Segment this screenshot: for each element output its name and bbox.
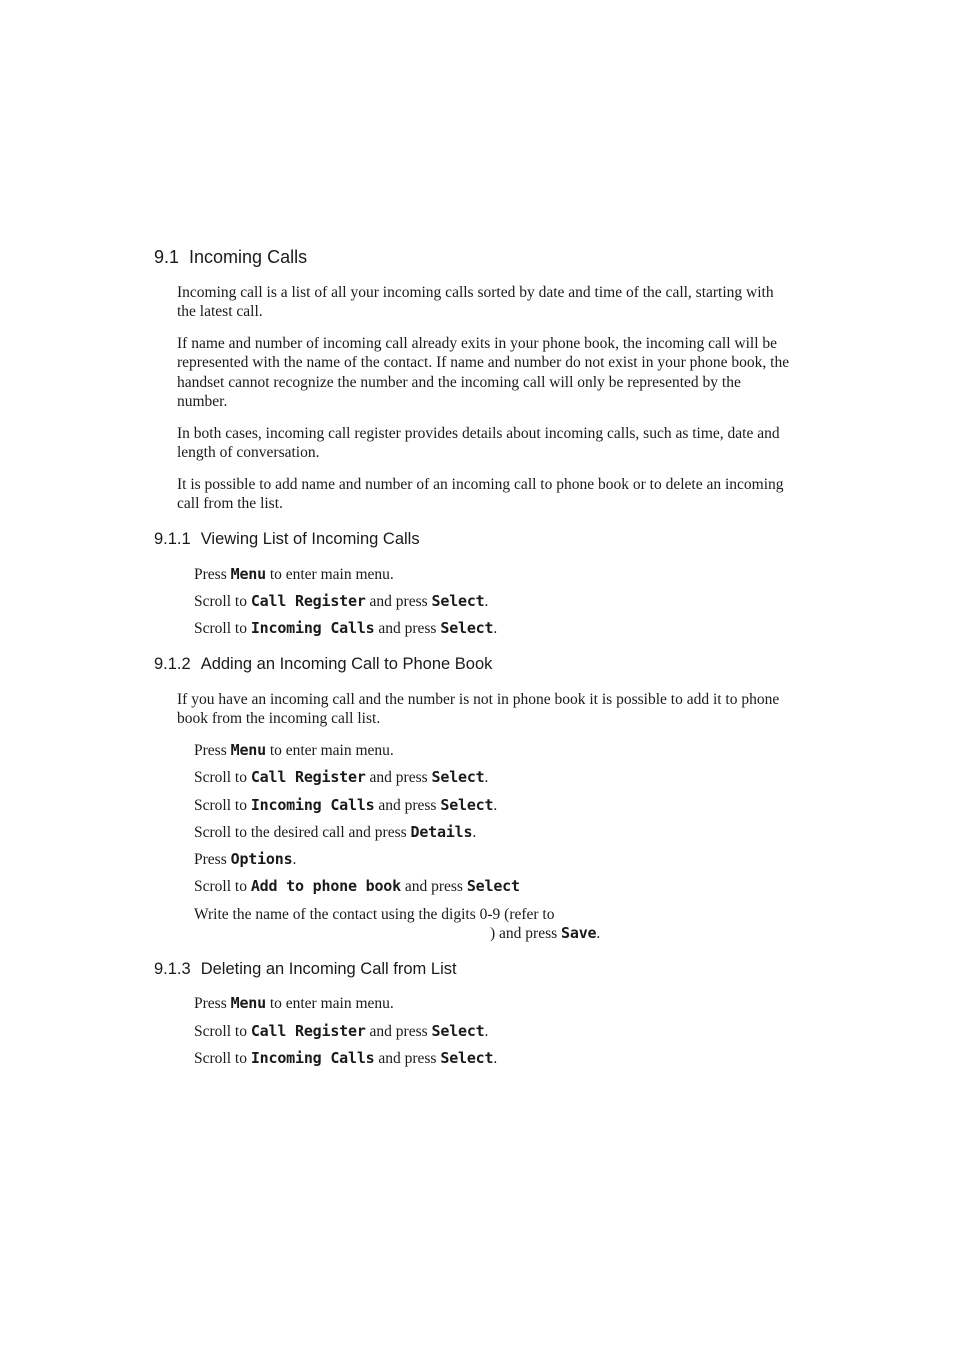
step-press-menu [194, 994, 394, 1013]
step-text: ) and press [490, 925, 562, 942]
step-text: Press [194, 566, 231, 583]
key-incoming-calls: Incoming Calls [250, 796, 375, 814]
paragraph-add-intro: If you have an incoming call and the number is not in phone book it is possible to add it to phone book from the incoming call list. [177, 691, 780, 728]
step-text: to enter main menu. [265, 742, 394, 759]
step-text: Write the name of the contact using the digits 0-9 (refer to [194, 906, 555, 923]
section-title: Incoming Calls [189, 247, 308, 267]
key-call-register: Call Register [250, 592, 366, 610]
paragraph-add-delete: It is possible to add name and number of an incoming call to phone book or to delete an incoming call from the list. [177, 476, 784, 513]
key-details: Details [410, 823, 473, 841]
step-text: and press [374, 797, 441, 814]
step-text: and press [365, 593, 432, 610]
step-text: . [493, 797, 498, 814]
section-title: Viewing List of Incoming Calls [200, 530, 420, 548]
key-select: Select [440, 619, 494, 637]
step-incoming-calls [194, 796, 497, 815]
section-number: 9.1.1 [154, 530, 191, 548]
key-menu: Menu [230, 994, 266, 1012]
key-save: Save [561, 924, 597, 942]
key-menu: Menu [230, 741, 266, 759]
section-number: 9.1.2 [154, 655, 191, 673]
key-incoming-calls: Incoming Calls [250, 619, 375, 637]
step-text: . [596, 925, 601, 942]
step-text: Scroll to [194, 1050, 251, 1067]
step-text: . [493, 620, 498, 637]
paragraph-name-number: If name and number of incoming call already exits in your phone book, the incoming call will be represented with the name of the contact. If name and number do not exist in your phone book, the handset cannot recognize the number and the incoming call will only be represented by the number. [177, 335, 790, 410]
step-text: Scroll to [194, 797, 251, 814]
key-select: Select [440, 1049, 494, 1067]
step-write-name-continued [490, 924, 600, 943]
key-menu: Menu [230, 565, 266, 583]
step-text: to enter main menu. [265, 566, 394, 583]
step-text: . [493, 1050, 498, 1067]
step-call-register [194, 768, 488, 787]
step-incoming-calls [194, 619, 497, 638]
section-title: Deleting an Incoming Call from List [200, 960, 457, 978]
step-text: . [292, 851, 297, 868]
step-text: Scroll to [194, 1023, 251, 1040]
key-incoming-calls: Incoming Calls [250, 1049, 375, 1067]
paragraph-details: In both cases, incoming call register provides details about incoming calls, such as time, date and length of conversation. [177, 425, 780, 462]
step-text: Press [194, 995, 231, 1012]
step-text: . [484, 1023, 489, 1040]
step-text: and press [374, 620, 441, 637]
step-text: and press [365, 1023, 432, 1040]
section-heading-9-1-3 [154, 960, 457, 979]
step-call-register [194, 592, 488, 611]
step-press-menu [194, 741, 394, 760]
step-text: to enter main menu. [265, 995, 394, 1012]
step-write-name [194, 905, 555, 924]
step-text: Press [194, 742, 231, 759]
key-select: Select [440, 796, 494, 814]
step-text: Scroll to the desired call and press [194, 824, 411, 841]
section-heading-9-1-1 [154, 530, 420, 549]
key-select: Select [466, 877, 520, 895]
step-text: Scroll to [194, 593, 251, 610]
step-incoming-calls [194, 1049, 497, 1068]
step-details [194, 823, 476, 842]
key-call-register: Call Register [250, 1022, 366, 1040]
step-text: . [484, 593, 489, 610]
step-text: Press [194, 851, 231, 868]
step-options [194, 850, 296, 869]
section-number: 9.1 [154, 247, 180, 267]
step-text: Scroll to [194, 878, 251, 895]
section-heading-9-1 [154, 247, 307, 268]
step-text: and press [374, 1050, 441, 1067]
step-add-to-phone-book [194, 877, 520, 896]
key-select: Select [431, 1022, 485, 1040]
step-text: Scroll to [194, 620, 251, 637]
section-title: Adding an Incoming Call to Phone Book [200, 655, 493, 673]
key-select: Select [431, 768, 485, 786]
step-text: and press [400, 878, 467, 895]
step-press-menu [194, 565, 394, 584]
paragraph-intro: Incoming call is a list of all your incoming calls sorted by date and time of the call, starting with the latest call. [177, 284, 774, 321]
key-options: Options [230, 850, 293, 868]
step-text: and press [365, 769, 432, 786]
section-number: 9.1.3 [154, 960, 191, 978]
step-text: Scroll to [194, 769, 251, 786]
step-call-register [194, 1022, 488, 1041]
key-add-to-phone-book: Add to phone book [250, 877, 401, 895]
key-select: Select [431, 592, 485, 610]
step-text: . [484, 769, 489, 786]
key-call-register: Call Register [250, 768, 366, 786]
step-text: . [472, 824, 477, 841]
section-heading-9-1-2 [154, 655, 492, 674]
